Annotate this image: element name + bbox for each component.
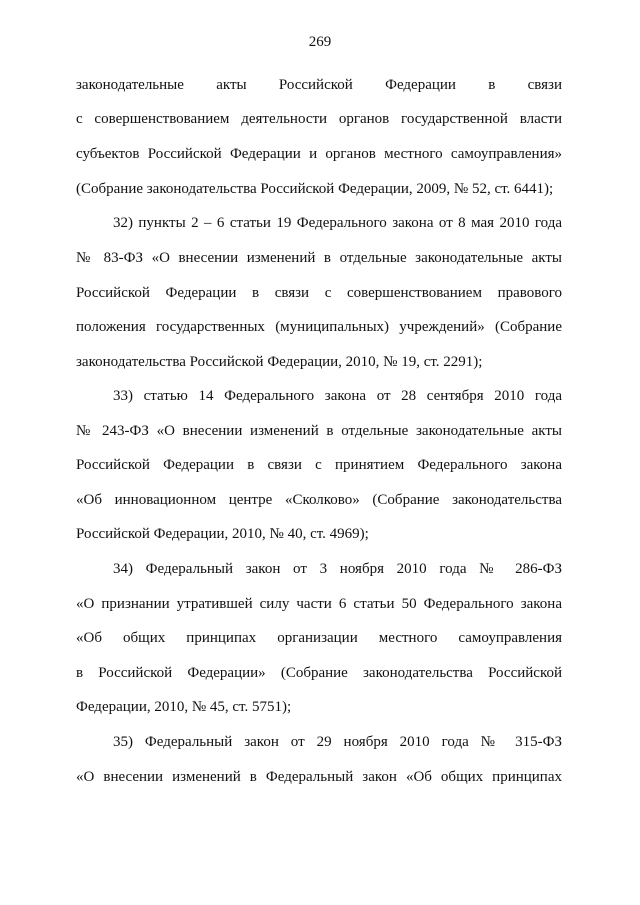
text-line: Российской Федерации в связи с совершенствованием правового <box>76 285 562 301</box>
text-line: Федерации, 2010, № 45, ст. 5751); <box>76 699 292 715</box>
text-line: Российской Федерации в связи с принятием Федерального закона <box>76 457 562 473</box>
text-line: с совершенствованием деятельности органов государственной власти <box>76 111 562 127</box>
paragraph-first-line: 33) статью 14 Федерального закона от 28 сентября 2010 года <box>113 388 562 404</box>
text-line: № 243-ФЗ «О внесении изменений в отдельные законодательные акты <box>76 423 562 439</box>
paragraph-first-line: 34) Федеральный закон от 3 ноября 2010 года № 286-ФЗ <box>113 561 562 577</box>
text-line: положения государственных (муниципальных) учреждений» (Собрание <box>76 319 562 335</box>
text-line: законодательные акты Российской Федерации в связи <box>76 77 562 93</box>
page-number: 269 <box>308 34 332 50</box>
text-line: «О признании утратившей силу части 6 статьи 50 Федерального закона <box>76 596 562 612</box>
text-line: субъектов Российской Федерации и органов местного самоуправления» <box>76 146 562 162</box>
text-line: (Собрание законодательства Российской Федерации, 2009, № 52, ст. 6441); <box>76 181 554 197</box>
text-line: «О внесении изменений в Федеральный закон «Об общих принципах <box>76 769 562 785</box>
text-line: № 83-ФЗ «О внесении изменений в отдельные законодательные акты <box>76 250 562 266</box>
text-line: законодательства Российской Федерации, 2010, № 19, ст. 2291); <box>76 354 483 370</box>
text-line: «Об общих принципах организации местного самоуправления <box>76 630 562 646</box>
paragraph-first-line: 32) пункты 2 – 6 статьи 19 Федерального закона от 8 мая 2010 года <box>113 215 562 231</box>
paragraph-first-line: 35) Федеральный закон от 29 ноября 2010 года № 315-ФЗ <box>113 734 562 750</box>
text-line: «Об инновационном центре «Сколково» (Собрание законодательства <box>76 492 562 508</box>
text-line: Российской Федерации, 2010, № 40, ст. 4969); <box>76 526 369 542</box>
text-line: в Российской Федерации» (Собрание законодательства Российской <box>76 665 562 681</box>
